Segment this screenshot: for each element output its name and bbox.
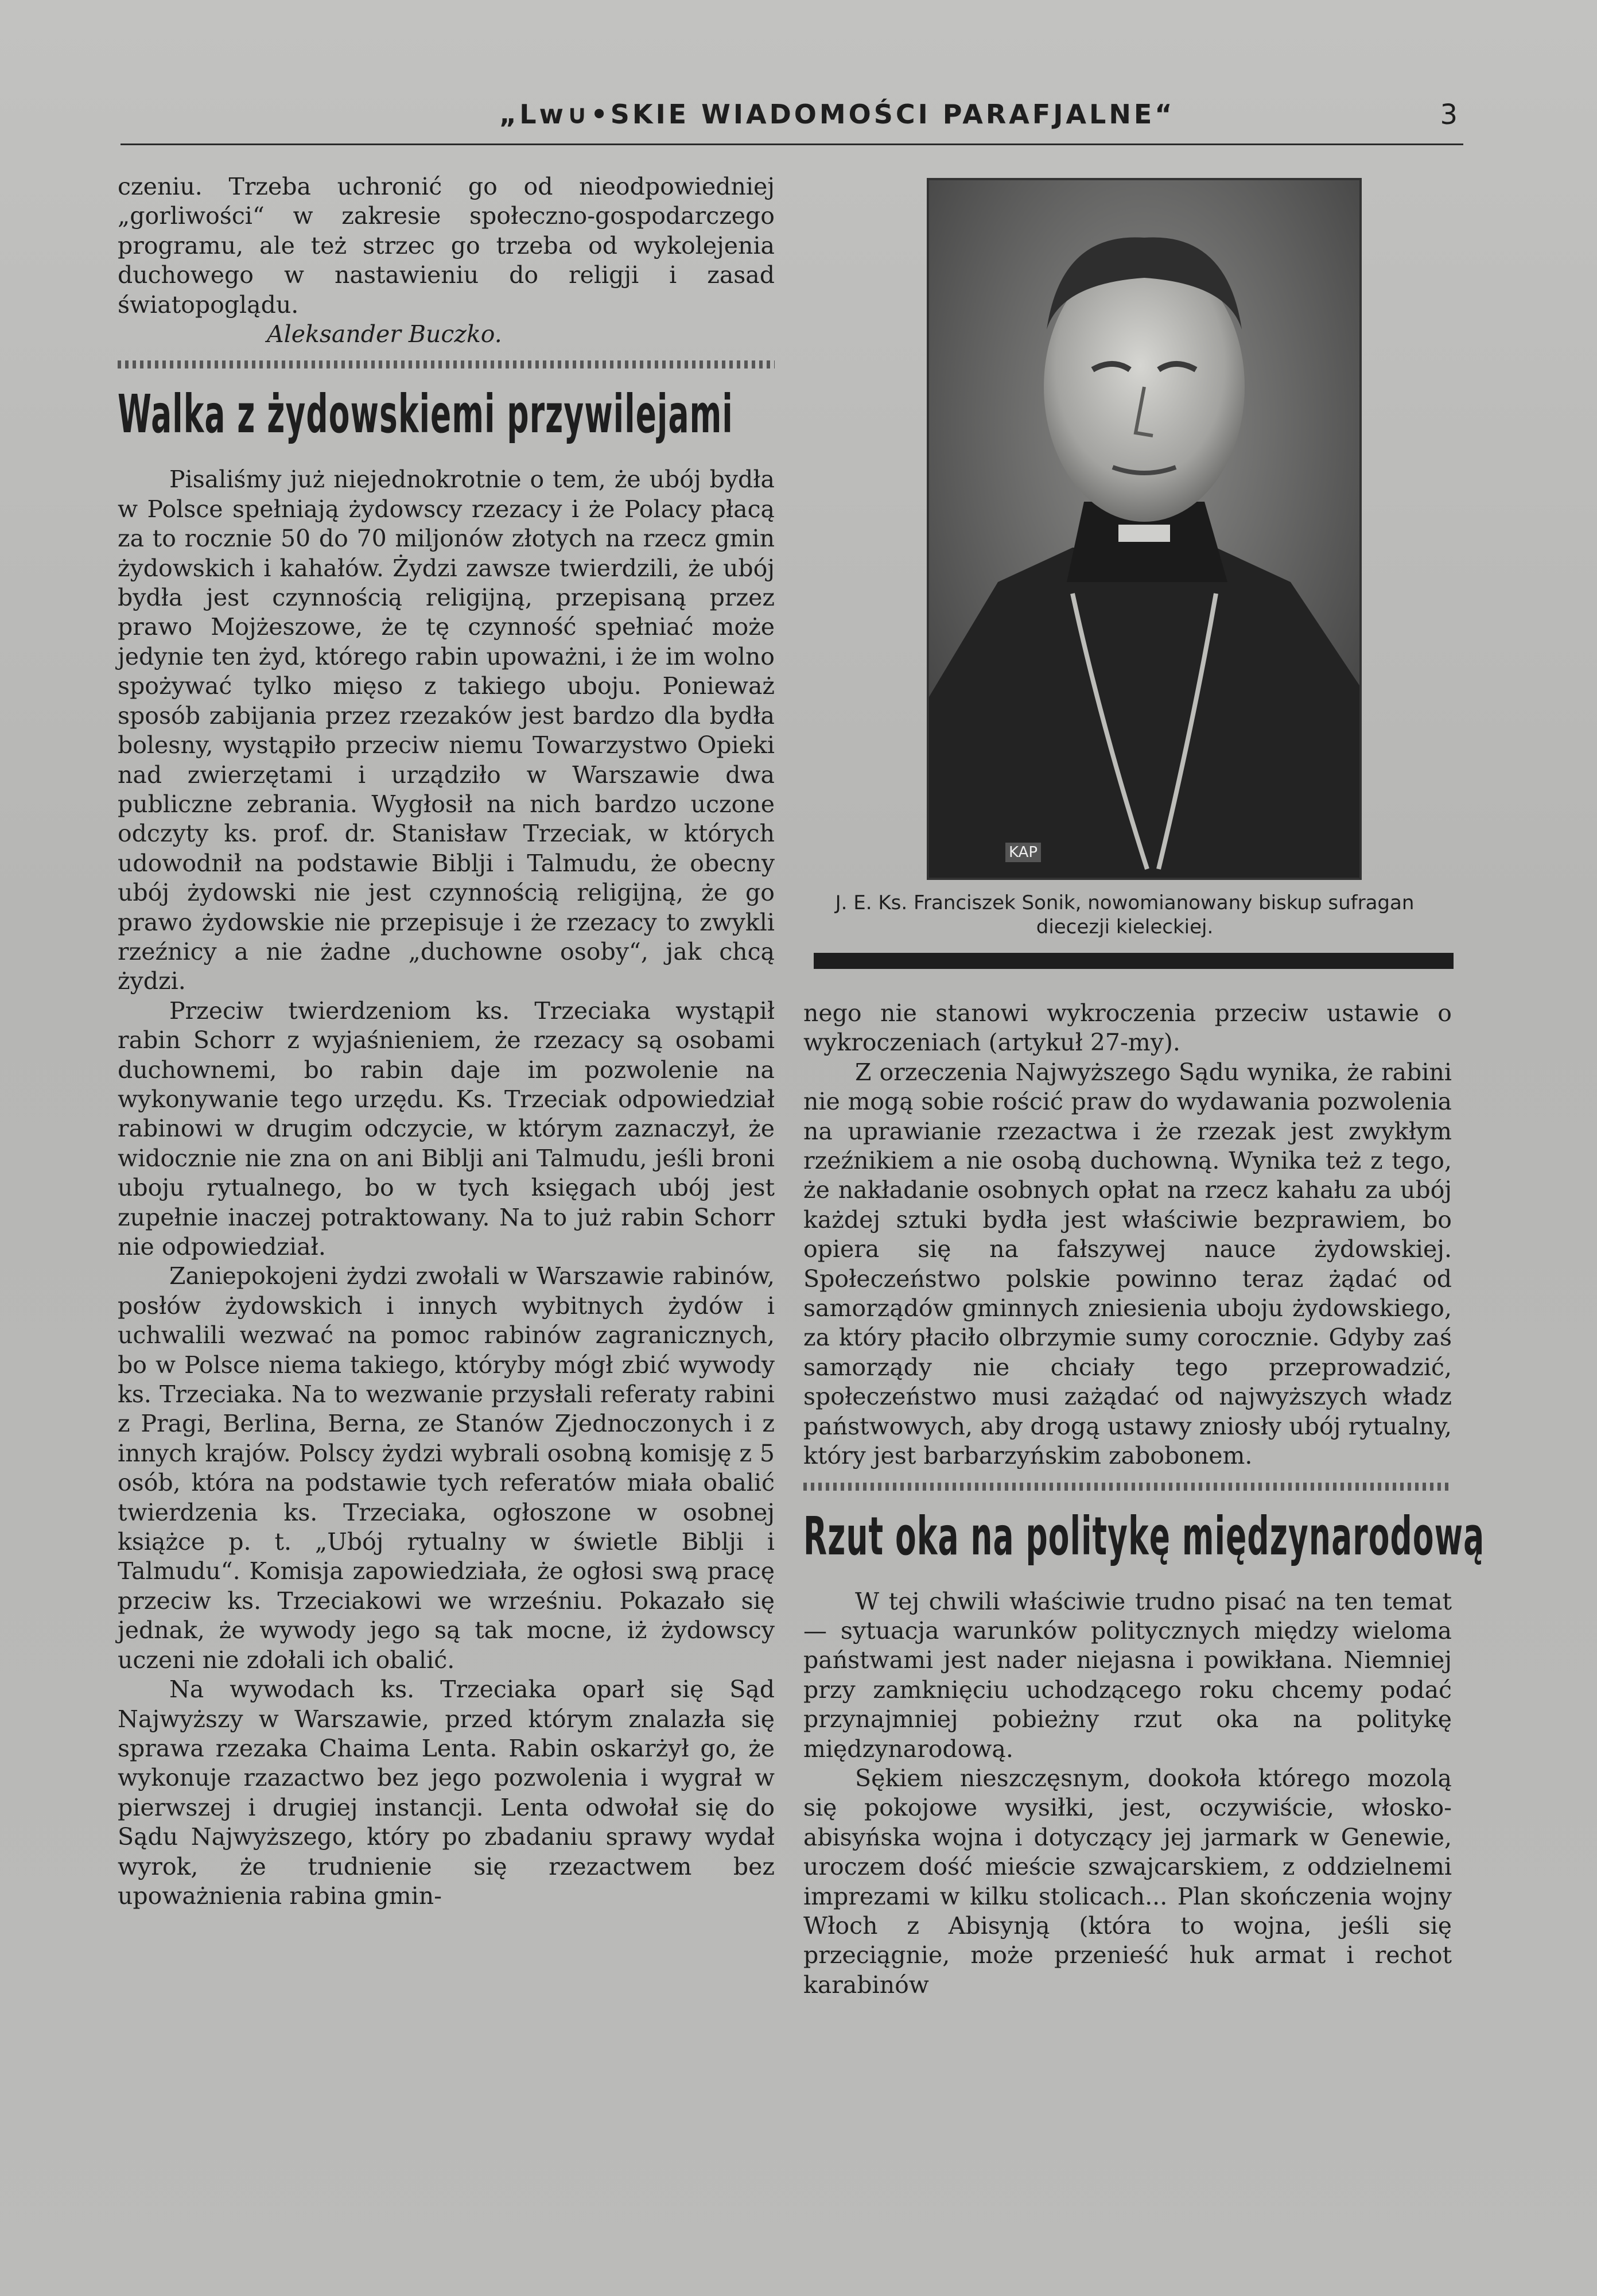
article-paragraph: Przeciw twierdzeniom ks. Trzeciaka wystąpił rabin Schorr z wyjaśnieniem, że rzezacy są osobami duchownemi, bo rabin daje im pozwolenie na wykonywanie tego urzędu. Ks. Trzeciak odpowiedział rabinowi w drugim odczycie, w którym zaznaczył, że widocznie nie zna on ani Biblji ani Talmudu, jeśli broni uboju rytualnego, bo w tych księgach ubój jest zupełnie inaczej potraktowany. Na to już rabin Schorr nie odpowiedział.	[118, 996, 775, 1261]
article-paragraph: Na wywodach ks. Trzeciaka oparł się Sąd Najwyższy w Warszawie, przed którym znalazła się sprawa rzezaka Chaima Lenta. Rabin oskarżył go, że wykonuje rzazactwo bez jego pozwolenia i wygrał w pierwszej i drugiej instancji. Lenta odwołał się do Sądu Najwyższego, który po zbadaniu sprawy wydał wyrok, że trudnienie się rzezactwem bez upoważnienia rabina gmin-	[118, 1676, 775, 1910]
section-divider-bar	[814, 953, 1454, 969]
intro-paragraph: czeniu. Trzeba uchronić go od nieodpowiedniej „gorliwości“ w zakresie społeczno-gospodarczego programu, ale też strzec go trzeba od wykolejenia duchowego w nastawieniu do religji i zasad światopoglądu.	[118, 173, 775, 319]
right-column	[803, 999, 1485, 2000]
page-header	[121, 98, 1463, 145]
article-continuation: nego nie stanowi wykroczenia przeciw ustawie o wykroczeniach (artykuł 27-my).	[803, 999, 1452, 1057]
bishop-portrait-photo	[927, 178, 1362, 880]
ornamental-divider	[118, 360, 775, 369]
article-paragraph: Z orzeczenia Najwyższego Sądu wynika, że rabini nie mogą sobie rościć praw do wydawania pozwolenia na uprawianie rzezactwa i że rzezak jest zwykłym rzeźnikiem a nie osobą duchowną. Wynika też z tego, że nakładanie osobnych opłat na rzecz kahału za ubój każdej sztuki bydła jest właściwie bezprawiem, bo opiera się na fałszywej nauce żydowskiej. Społeczeństwo polskie powinno teraz żądać od samorządów gminnych zniesienia uboju żydowskiego, za który płaciło olbrzymie sumy corocznie. Gdyby zaś samorządy nie chciały tego przeprowadzić, społeczeństwo musi zażądać od najwyższych władz państwowych, aby drogą ustawy zniosły ubój rytualny, który jest barbarzyńskim zabobonem.	[803, 1058, 1452, 1470]
article-paragraph: Pisaliśmy już niejednokrotnie o tem, że ubój bydła w Polsce spełniają żydowscy rzezacy i że Polacy płacą za to rocznie 50 do 70 miljonów złotych na rzecz gmin żydowskich i kahałów. Żydzi zawsze twierdzili, że ubój bydła jest czynnością religijną, przepisaną przez prawo Mojżeszowe, że tę czynność spełniać może jedynie ten żyd, którego rabin upoważni, i że im wolno spożywać tylko mięso z takiego uboju. Ponieważ sposób zabijania przez rzezaków jest bardzo dla bydła bolesny, wystąpiło przeciw niemu Towarzystwo Opieki nad zwierzętami i urządziło w Warszawie dwa publiczne zebrania. Wygłosił na nich bardzo uczone odczyty ks. prof. dr. Stanisław Trzeciak, w których udowodnił na podstawie Biblji i Talmudu, że obecny ubój żydowski nie jest czynnością religijną, że go prawo żydowskie nie przepisuje i że rzezacy to zwykli rzeźnicy a nie żadne „duchowne osoby“, jak chcą żydzi.	[118, 466, 775, 995]
article-headline: Rzut oka na politykę międzynarodową	[803, 1505, 1485, 1567]
masthead-title: „Lw∪•SKIE WIADOMOŚCI PARAFJALNE“	[499, 99, 1175, 130]
portrait-illustration	[929, 180, 1359, 878]
ornamental-divider	[803, 1483, 1452, 1491]
agency-label: KAP	[1005, 843, 1041, 862]
article-paragraph: Sękiem nieszczęsnym, dookoła którego mozolą się pokojowe wysiłki, jest, oczywiście, włosko-abisyńska wojna i dotyczący jej jarmark w Genewie, uroczem dość mieście szwajcarskiem, z oddzielnemi imprezami w kilku stolicach... Plan skończenia wojny Włoch z Abisynją (która to wojna, jeśli się przeciągnie, może przenieść huk armat i rechot karabinów	[803, 1764, 1452, 1999]
article-paragraph: W tej chwili właściwie trudno pisać na ten temat — sytuacja warunków politycznych między wieloma państwami jest nader niejasna i powikłana. Niemniej przy zamknięciu uchodzącego roku chcemy podać przynajmniej pobieżny rzut oka na politykę międzynarodową.	[803, 1587, 1452, 1763]
photo-caption: J. E. Ks. Franciszek Sonik, nowomianowany biskup sufragan diecezji kieleckiej.	[835, 891, 1415, 938]
left-column	[118, 172, 775, 1911]
page-number: 3	[1440, 99, 1458, 131]
article-headline: Walka z żydowskiemi przywilejami	[118, 383, 733, 445]
author-signature: Aleksander Buczko.	[267, 320, 502, 348]
article-paragraph: Zaniepokojeni żydzi zwołali w Warszawie rabinów, posłów żydowskich i innych wybitnych żydów i uchwalili wezwać na pomoc rabinów zagranicznych, bo w Polsce niema takiego, któryby mógł zbić wywody ks. Trzeciaka. Na to wezwanie przysłali referaty rabini z Pragi, Berlina, Berna, ze Stanów Zjednoczonych i z innych krajów. Polscy żydzi wybrali osobną komisję z 5 osób, która na podstawie tych referatów miała obalić twierdzenia ks. Trzeciaka, ogłoszone w osobnej książce p. t. „Ubój rytualny w świetle Biblji i Talmudu“. Komisja zapowiedziała, że ogłosi swą pracę przeciw ks. Trzeciakowi we wrześniu. Pokazało się jednak, że wywody jego są tak mocne, iż żydowscy uczeni nie zdołali ich obalić.	[118, 1262, 775, 1674]
